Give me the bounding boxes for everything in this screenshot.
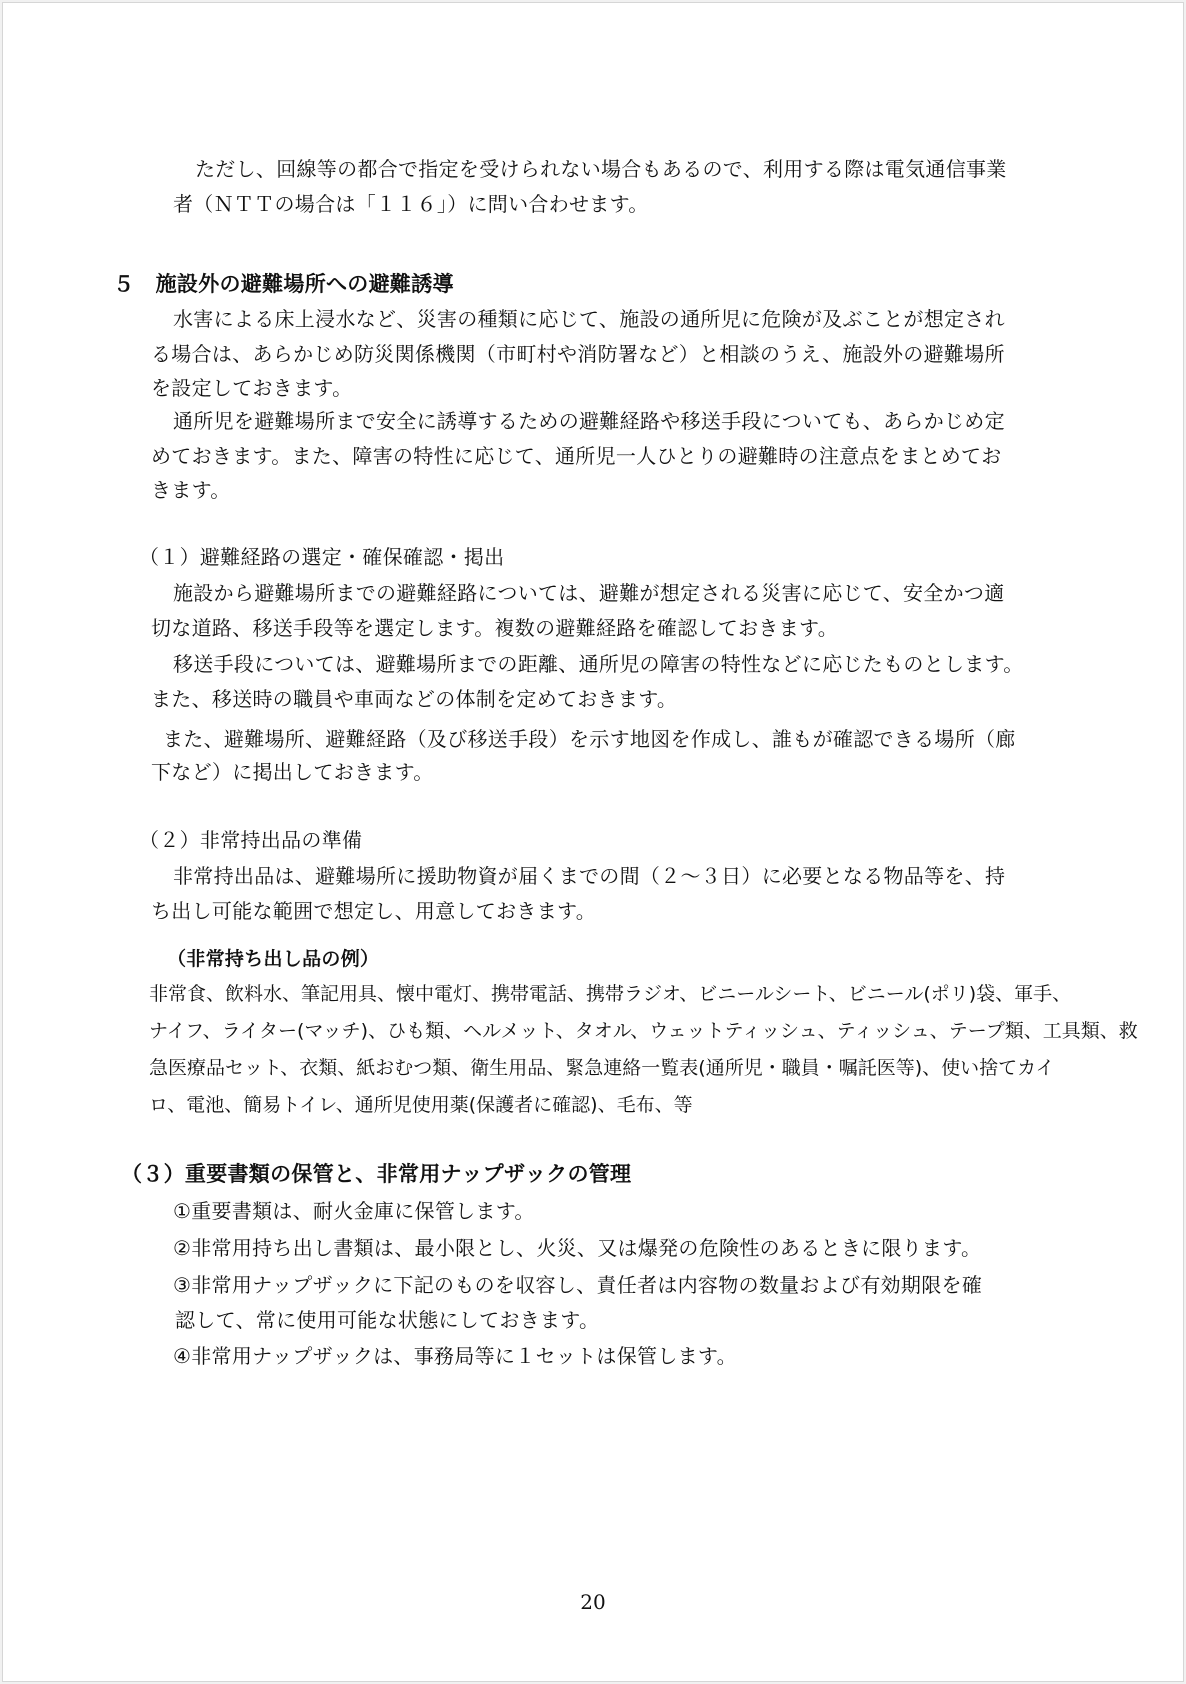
paragraph-line: きます。 xyxy=(151,478,231,502)
paragraph-line: 下など）に掲出しておきます。 xyxy=(151,760,434,784)
paragraph-line: を設定しておきます。 xyxy=(151,376,353,400)
paragraph-line: 施設から避難場所までの避難経路については、避難が想定される災害に応じて、安全かつ適 xyxy=(173,581,1005,605)
paragraph-line: 非常持出品は、避難場所に援助物資が届くまでの間（２～３日）に必要となる物品等を、持 xyxy=(173,864,1006,888)
intro-line: 者（ＮＴＴの場合は「１１６」）に問い合わせます。 xyxy=(173,192,649,216)
list-item: ③非常用ナップザックに下記のものを収容し、責任者は内容物の数量および有効期限を確 xyxy=(173,1273,983,1297)
subsection-heading: （３）重要書類の保管と、非常用ナップザックの管理 xyxy=(121,1162,632,1186)
paragraph-line: 通所児を避難場所まで安全に誘導するための避難経路や移送手段についても、あらかじめ定 xyxy=(173,409,1005,433)
intro-line: ただし、回線等の都合で指定を受けられない場合もあるので、利用する際は電気通信事業 xyxy=(195,157,1007,181)
paragraph-line: 移送手段については、避難場所までの距離、通所児の障害の特性などに応じたものとします。 xyxy=(173,652,1024,676)
paragraph-line: る場合は、あらかじめ防災関係機関（市町村や消防署など）と相談のうえ、施設外の避難場所 xyxy=(151,342,1005,366)
list-item: ①重要書類は、耐火金庫に保管します。 xyxy=(173,1199,535,1223)
list-item: 認して、常に使用可能な状態にしておきます。 xyxy=(175,1308,600,1332)
paragraph-line: ち出し可能な範囲で想定し、用意しておきます。 xyxy=(151,899,596,923)
paragraph-line: めておきます。また、障害の特性に応じて、通所児一人ひとりの避難時の注意点をまとめてお xyxy=(151,444,1002,468)
example-heading: （非常持ち出し品の例） xyxy=(167,948,380,970)
section-heading: ５ 施設外の避難場所への避難誘導 xyxy=(113,272,454,296)
example-line: ロ、電池、簡易トイレ、通所児使用薬(保護者に確認)、毛布、等 xyxy=(149,1094,693,1116)
document-page xyxy=(2,2,1184,1682)
paragraph-line: 水害による床上浸水など、災害の種類に応じて、施設の通所児に危険が及ぶことが想定され xyxy=(173,307,1005,331)
example-line: 急医療品セット、衣類、紙おむつ類、衛生用品、緊急連絡一覧表(通所児・職員・嘱託医等)、使い捨てカイ xyxy=(149,1057,1055,1079)
example-line: 非常食、飲料水、筆記用具、懐中電灯、携帯電話、携帯ラジオ、ビニールシート、ビニール(ポリ)袋、軍手、 xyxy=(149,983,1072,1005)
page-number: 20 xyxy=(580,1590,606,1614)
paragraph-line: また、移送時の職員や車両などの体制を定めておきます。 xyxy=(151,687,678,711)
example-line: ナイフ、ライター(マッチ)、ひも類、ヘルメット、タオル、ウェットティッシュ、ティッシュ、テープ類、工具類、救 xyxy=(149,1020,1138,1042)
list-item: ②非常用持ち出し書類は、最小限とし、火災、又は爆発の危険性のあるときに限ります。 xyxy=(173,1236,982,1260)
subsection-heading: （２）非常持出品の準備 xyxy=(139,828,363,852)
list-item: ④非常用ナップザックは、事務局等に１セットは保管します。 xyxy=(173,1344,737,1368)
subsection-heading: （１）避難経路の選定・確保確認・掲出 xyxy=(139,545,505,569)
paragraph-line: 切な道路、移送手段等を選定します。複数の避難経路を確認しておきます。 xyxy=(151,616,838,640)
paragraph-line: また、避難場所、避難経路（及び移送手段）を示す地図を作成し、誰もが確認できる場所（廊 xyxy=(163,727,1016,751)
